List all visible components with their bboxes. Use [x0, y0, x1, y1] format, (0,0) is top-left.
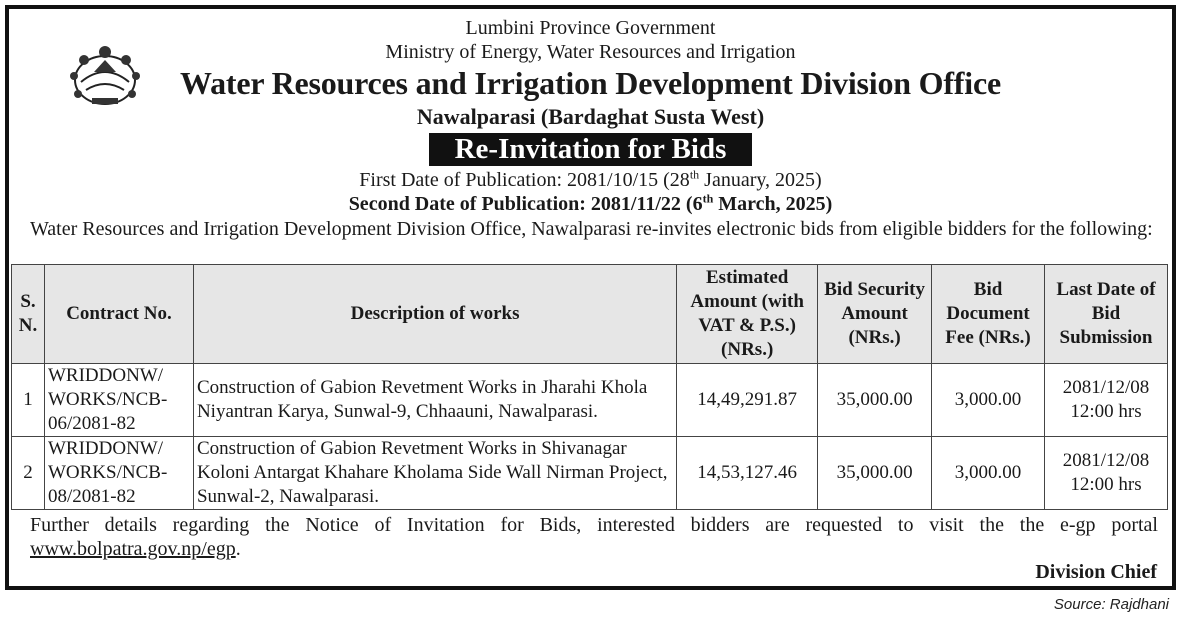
column-header-contract: Contract No. [44, 265, 193, 364]
signature-division-chief: Division Chief [1035, 561, 1157, 583]
ministry-name: Ministry of Energy, Water Resources and Irrigation [385, 41, 796, 63]
cell-estimated-amount: 14,49,291.87 [677, 364, 818, 437]
office-name: Water Resources and Irrigation Development Division Office [180, 65, 1001, 101]
bids-table [11, 264, 1168, 510]
cell-sn: 1 [12, 364, 45, 437]
first-publication-date: First Date of Publication: 2081/10/15 (28th January, 2025) [359, 167, 822, 191]
cell-contract: WRIDDONW/ WORKS/NCB-06/2081-82 [44, 364, 193, 437]
intro-paragraph: Water Resources and Irrigation Development Division Office, Nawalparasi re-invites electronic bids from eligible bidders for the following: [30, 218, 1153, 240]
table-row [12, 437, 1168, 510]
notice-banner: Re-Invitation for Bids [429, 133, 753, 166]
cell-sn: 2 [12, 437, 45, 510]
source-credit: Source: Rajdhani [1053, 596, 1169, 613]
province-government: Lumbini Province Government [465, 17, 716, 39]
further-details-paragraph: Further details regarding the Notice of Invitation for Bids, interested bidders are requested to visit the the e-gp portal www.bolpatra.gov.np/egp. [30, 514, 1158, 560]
table-header-row [12, 265, 1168, 364]
column-header-description: Description of works [193, 265, 676, 364]
cell-estimated-amount: 14,53,127.46 [677, 437, 818, 510]
column-header-sn: S. N. [12, 265, 45, 364]
cell-bid-security: 35,000.00 [818, 437, 932, 510]
cell-last-date: 2081/12/08 12:00 hrs [1045, 437, 1168, 510]
cell-last-date: 2081/12/08 12:00 hrs [1045, 364, 1168, 437]
second-publication-date: Second Date of Publication: 2081/11/22 (6th March, 2025) [348, 191, 833, 215]
cell-document-fee: 3,000.00 [932, 364, 1045, 437]
cell-bid-security: 35,000.00 [818, 364, 932, 437]
table-row [12, 364, 1168, 437]
column-header-estimated-amount: Estimated Amount (with VAT & P.S.) (NRs.) [677, 265, 818, 364]
cell-description: Construction of Gabion Revetment Works in Shivanagar Koloni Antargat Khahare Kholama Side Wall Nirman Project, Sunwal-2, Nawalparasi. [193, 437, 676, 510]
egp-portal-link[interactable]: www.bolpatra.gov.np/egp [30, 538, 236, 560]
column-header-document-fee: Bid Document Fee (NRs.) [932, 265, 1045, 364]
cell-document-fee: 3,000.00 [932, 437, 1045, 510]
cell-contract: WRIDDONW/ WORKS/NCB-08/2081-82 [44, 437, 193, 510]
cell-description: Construction of Gabion Revetment Works in Jharahi Khola Niyantran Karya, Sunwal-9, Chhaauni, Nawalparasi. [193, 364, 676, 437]
office-location: Nawalparasi (Bardaghat Susta West) [416, 104, 765, 129]
column-header-last-date: Last Date of Bid Submission [1045, 265, 1168, 364]
column-header-bid-security: Bid Security Amount (NRs.) [818, 265, 932, 364]
